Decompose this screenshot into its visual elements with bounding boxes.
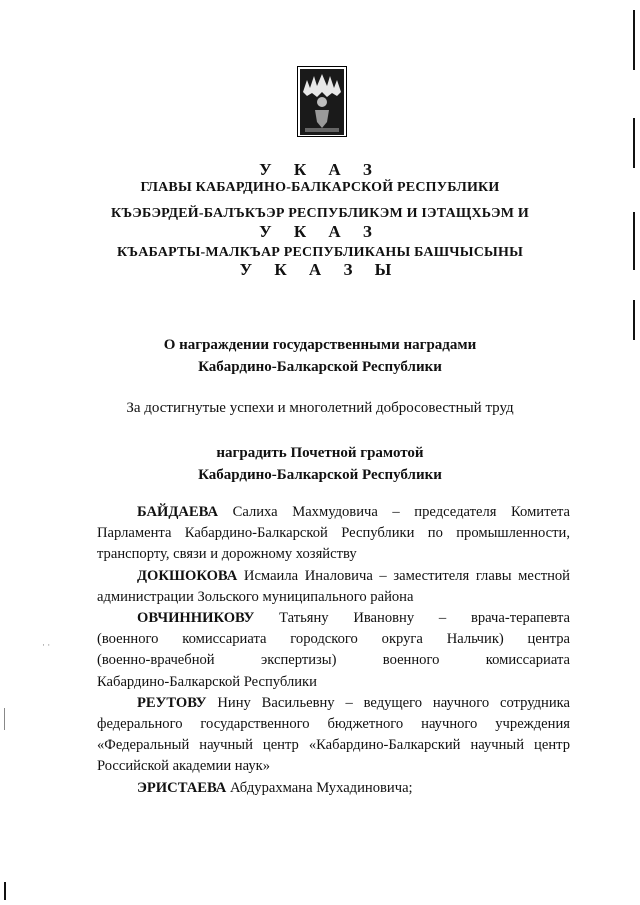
awardee-name: ОВЧИННИКОВУ bbox=[137, 610, 255, 627]
scan-edge-mark bbox=[4, 708, 5, 730]
issuer-ru: ГЛАВЫ КАБАРДИНО-БАЛКАРСКОЙ РЕСПУБЛИКИ bbox=[140, 180, 500, 195]
decree-title-ru: У К А З bbox=[259, 160, 381, 179]
awardee-4-line-4: Российской академии наук» bbox=[97, 758, 271, 775]
awardee-3-line-4: Кабардино-Балкарской Республики bbox=[97, 673, 317, 690]
awardee-name: ДОКШОКОВА bbox=[137, 567, 238, 584]
scan-edge-mark bbox=[633, 212, 635, 270]
issuer-balkar: КЪАБАРТЫ-МАЛКЪАР РЕСПУБЛИКАНЫ БАШЧЫСЫНЫ bbox=[116, 245, 524, 260]
scan-edge-mark bbox=[633, 10, 635, 70]
award-line-1: наградить Почетной грамотой bbox=[216, 445, 424, 461]
awardee-2-line-1: ДОКШОКОВА Исмаила Иналовича – заместителя главы местной bbox=[137, 567, 570, 584]
decree-title-balkar: У К А З Ы bbox=[239, 260, 401, 279]
issuer-kabardian: КЪЭБЭРДЕЙ-БАЛЪКЪЭР РЕСПУБЛИКЭМ И IЭТАЩХЬЭМ И bbox=[111, 206, 529, 221]
award-statement bbox=[0, 442, 640, 486]
scan-edge-mark bbox=[633, 118, 635, 168]
awardee-1-line-1: БАЙДАЕВА Салиха Махмудовича – председателя Комитета bbox=[137, 504, 570, 520]
awardee-name: РЕУТОВУ bbox=[137, 694, 207, 711]
awardee-1-line-3: транспорту, связи и дорожному хозяйству bbox=[97, 546, 357, 563]
awardee-3-line-3: (военно-врачебной экспертизы) военного комиссариата bbox=[97, 652, 570, 669]
awardee-5-line-1: ЭРИСТАЕВА Абдурахмана Мухадиновича; bbox=[137, 779, 413, 796]
awardee-list bbox=[97, 502, 570, 799]
awardee-3-line-2: (военного комиссариата городского округа Нальчик) центра bbox=[97, 631, 570, 648]
decree-title-kabardian: У К А З bbox=[259, 222, 381, 241]
awardee-4-line-3: «Федеральный научный центр «Кабардино-Балкарский научный центр bbox=[97, 737, 570, 754]
preamble: За достигнутые успехи и многолетний добросовестный труд bbox=[126, 400, 514, 416]
awardee-name: БАЙДАЕВА bbox=[137, 504, 219, 520]
decree-subject bbox=[0, 334, 640, 378]
awardee-4-line-1: РЕУТОВУ Нину Васильевну – ведущего научного сотрудника bbox=[137, 694, 570, 711]
awardee-1-line-2: Парламента Кабардино-Балкарской Республики по промышленности, bbox=[97, 525, 570, 542]
scan-edge-mark bbox=[4, 882, 6, 900]
scan-speck: · · bbox=[42, 640, 51, 650]
awardee-2-line-2: администрации Зольского муниципального района bbox=[97, 588, 414, 605]
scan-edge-mark bbox=[633, 300, 635, 340]
awardee-name: ЭРИСТАЕВА bbox=[137, 779, 227, 796]
subject-line-2: Кабардино-Балкарской Республики bbox=[198, 359, 442, 375]
awardee-4-line-2: федерального государственного бюджетного научного учреждения bbox=[97, 716, 570, 733]
coat-of-arms-emblem bbox=[297, 66, 347, 138]
awardee-3-line-1: ОВЧИННИКОВУ Татьяну Ивановну – врача-терапевта bbox=[137, 610, 570, 627]
award-line-2: Кабардино-Балкарской Республики bbox=[198, 467, 442, 483]
subject-line-1: О награждении государственными наградами bbox=[163, 337, 477, 353]
